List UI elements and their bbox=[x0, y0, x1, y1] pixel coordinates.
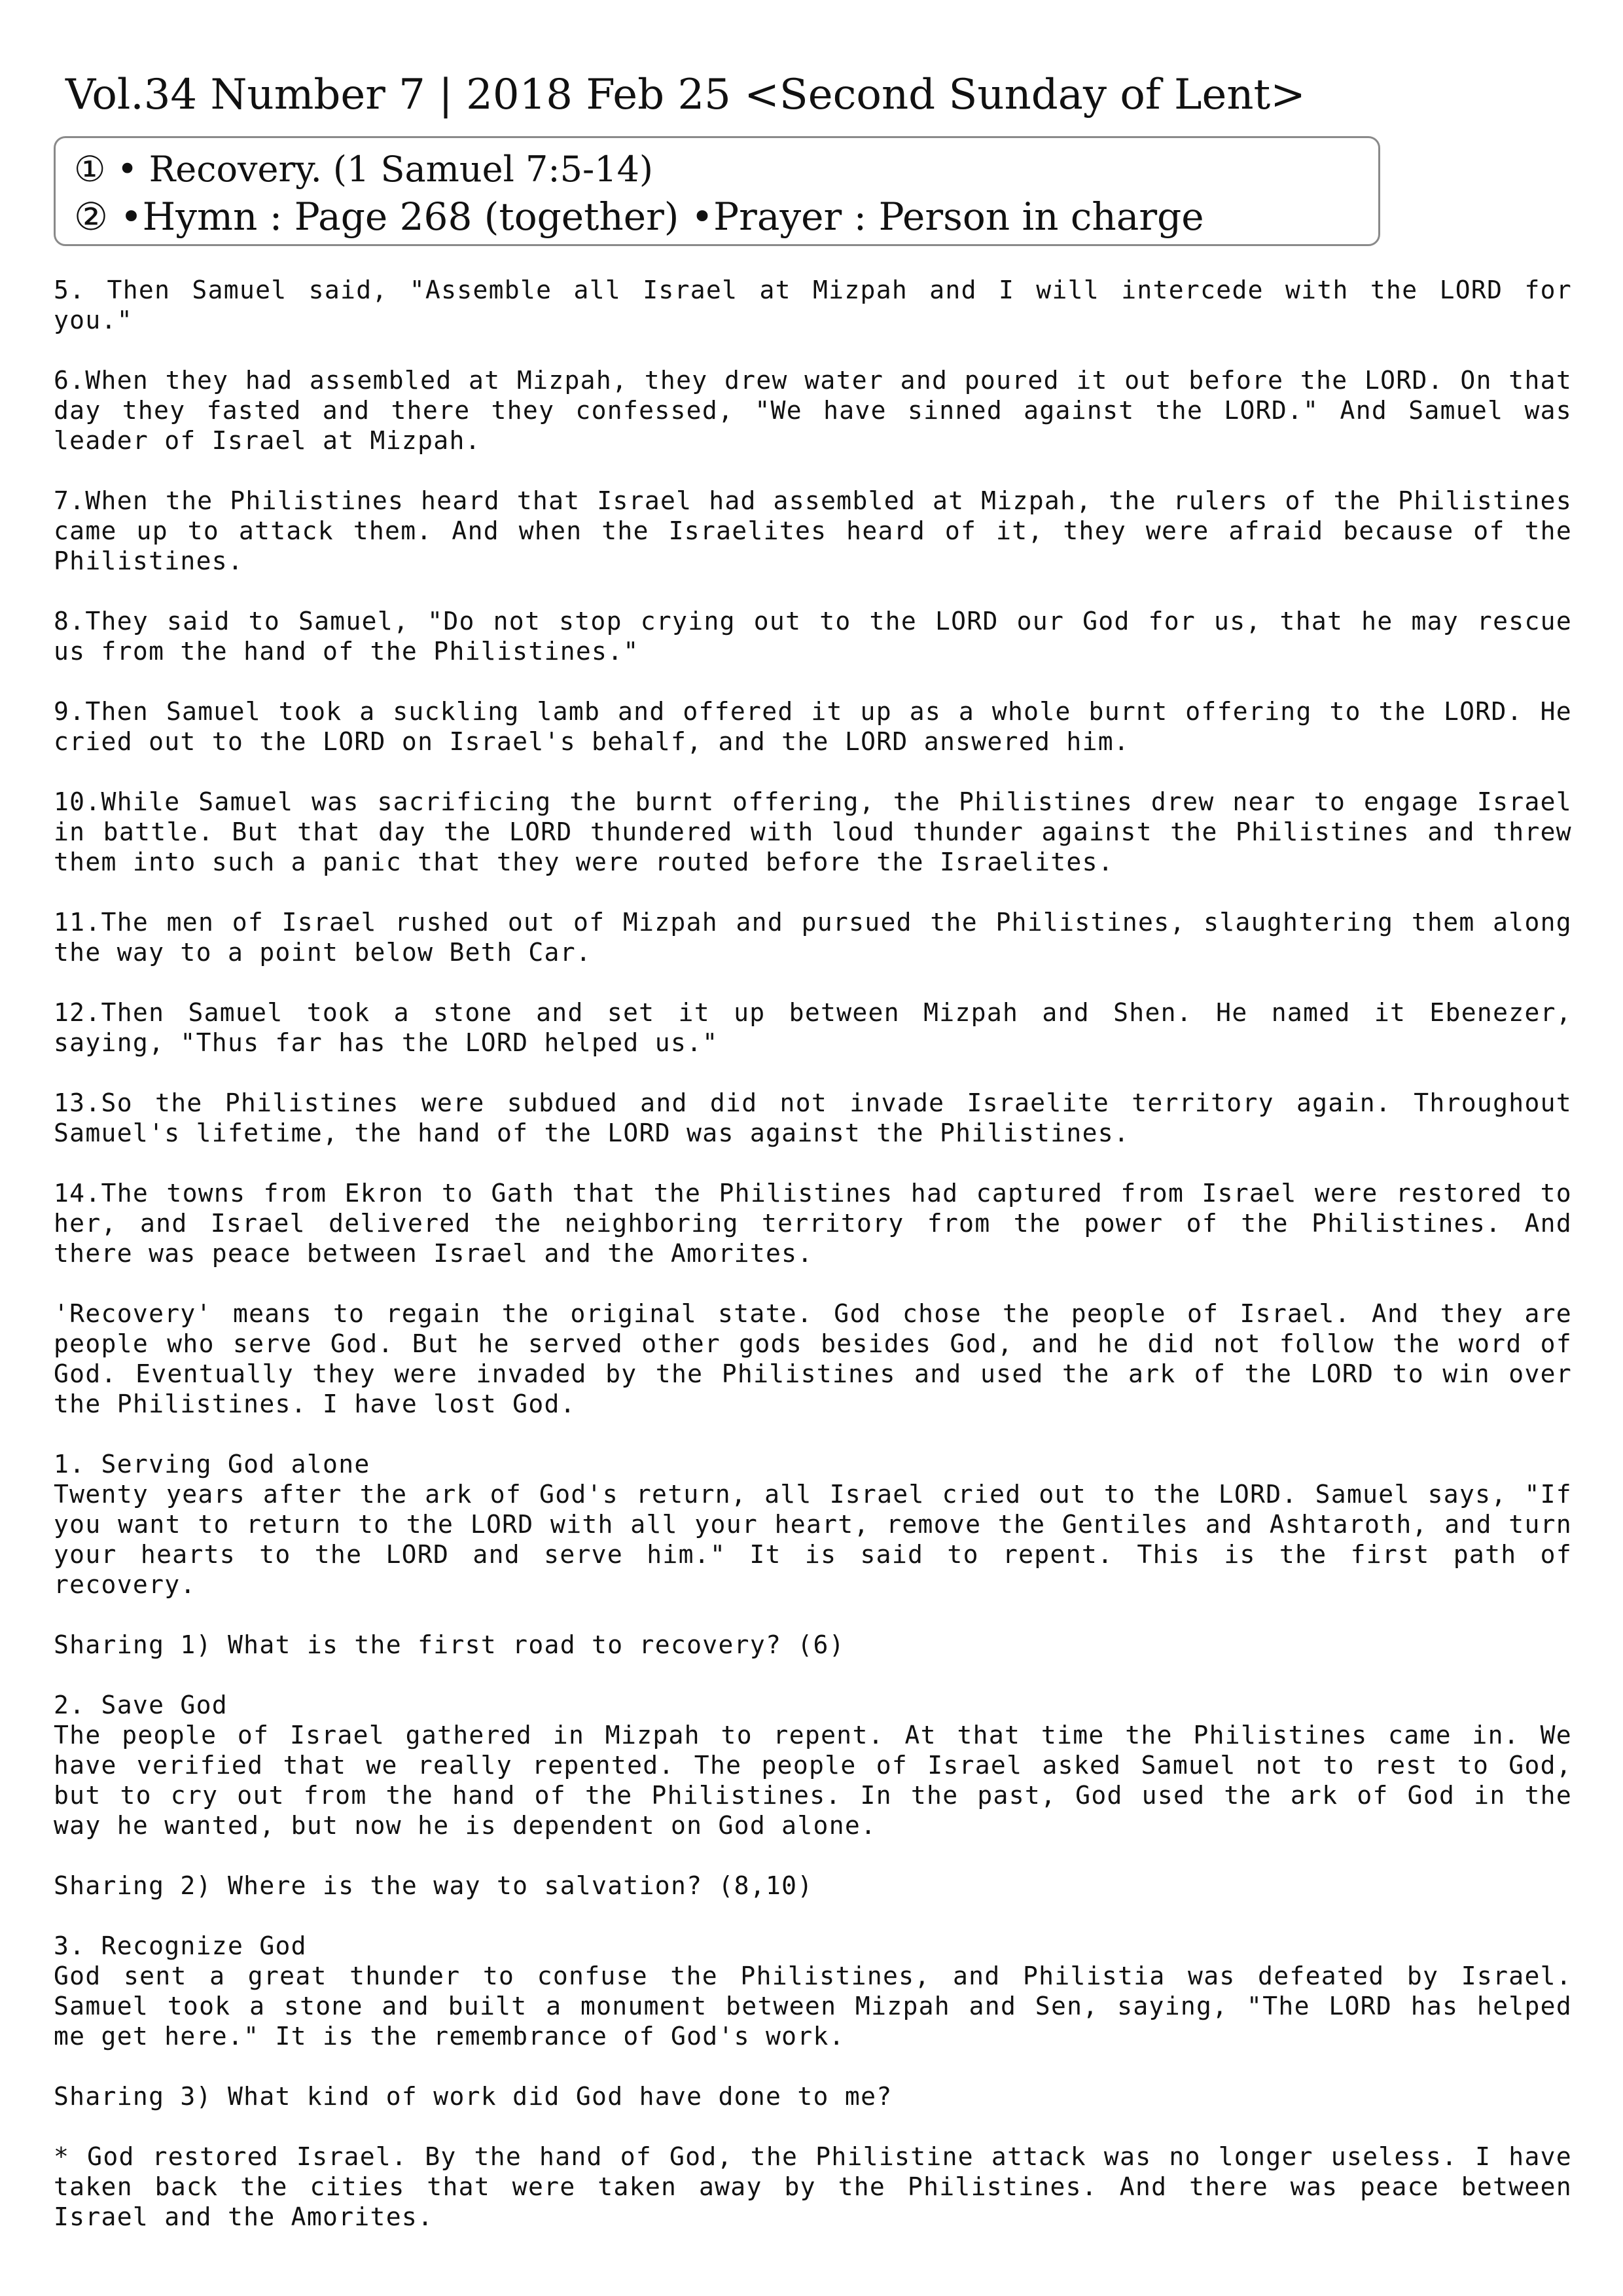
sermon-line: ① • Recovery. (1 Samuel 7:5-14) bbox=[74, 149, 653, 190]
closing-paragraph: * God restored Israel. By the hand of God, the Philistine attack was no longer useless. I have taken back the cities that were taken away by the Philistines. And there was peace between Israel and the Amorites. bbox=[54, 2142, 1572, 2231]
verse-13: 13.So the Philistines were subdued and did not invade Israelite territory again. Throughout Samuel's lifetime, the hand of the LORD was against the Philistines. bbox=[54, 1088, 1572, 1147]
hymn-prayer-line: ② •Hymn : Page 268 (together) •Prayer : Person in charge bbox=[74, 194, 1204, 239]
point-1 bbox=[54, 1449, 1572, 1600]
verse-6: 6.When they had assembled at Mizpah, they drew water and poured it out before the LORD. On that day they fasted and there they confessed, "We have sinned against the LORD." And Samuel was leader of Israel at Mizpah. bbox=[54, 366, 1572, 455]
point-2 bbox=[54, 1690, 1572, 1840]
verse-14: 14.The towns from Ekron to Gath that the Philistines had captured from Israel were restored to her, and Israel delivered the neighboring territory from the power of the Philistines. And there was peace between Israel and the Amorites. bbox=[54, 1179, 1572, 1268]
point-3-heading: 3. Recognize God bbox=[54, 1931, 307, 1960]
point-1-heading: 1. Serving God alone bbox=[54, 1450, 370, 1479]
point-3-body: God sent a great thunder to confuse the Philistines, and Philistia was defeated by Israel. Samuel took a stone and built a monument between Mizpah and Sen, saying, "The LORD has helped me get here." It is the remembrance of God's work. bbox=[54, 1962, 1572, 2051]
sharing-2: Sharing 2) Where is the way to salvation? (8,10) bbox=[54, 1871, 813, 1900]
service-info-box bbox=[54, 136, 1380, 246]
verse-11: 11.The men of Israel rushed out of Mizpah and pursued the Philistines, slaughtering them along the way to a point below Beth Car. bbox=[54, 908, 1572, 967]
verse-12: 12.Then Samuel took a stone and set it up between Mizpah and Shen. He named it Ebenezer, saying, "Thus far has the LORD helped us." bbox=[54, 998, 1572, 1057]
point-2-heading: 2. Save God bbox=[54, 1691, 228, 1719]
verse-5: 5. Then Samuel said, "Assemble all Israel at Mizpah and I will intercede with the LORD for you." bbox=[54, 276, 1572, 334]
sharing-1: Sharing 1) What is the first road to recovery? (6) bbox=[54, 1630, 845, 1659]
bulletin-title: Vol.34 Number 7 | 2018 Feb 25 <Second Sunday of Lent> bbox=[65, 71, 1306, 119]
point-1-body: Twenty years after the ark of God's return, all Israel cried out to the LORD. Samuel says, "If you want to return to the LORD with all your heart, remove the Gentiles and Ashtaroth, and turn your hearts to the LORD and serve him." It is said to repent. This is the first path of recovery. bbox=[54, 1480, 1572, 1599]
sermon-content bbox=[54, 275, 1572, 2262]
sharing-3: Sharing 3) What kind of work did God have done to me? bbox=[54, 2082, 893, 2111]
intro-paragraph: 'Recovery' means to regain the original state. God chose the people of Israel. And they are people who serve God. But he served other gods besides God, and he did not follow the word of God. Eventually they were invaded by the Philistines and used the ark of the LORD to win over the Philistines. I have lost God. bbox=[54, 1299, 1572, 1418]
verse-10: 10.While Samuel was sacrificing the burnt offering, the Philistines drew near to engage Israel in battle. But that day the LORD thundered with loud thunder against the Philistines and threw them into such a panic that they were routed before the Israelites. bbox=[54, 787, 1572, 876]
point-3 bbox=[54, 1931, 1572, 2051]
verse-8: 8.They said to Samuel, "Do not stop crying out to the LORD our God for us, that he may rescue us from the hand of the Philistines." bbox=[54, 607, 1572, 666]
verse-9: 9.Then Samuel took a suckling lamb and offered it up as a whole burnt offering to the LORD. He cried out to the LORD on Israel's behalf, and the LORD answered him. bbox=[54, 697, 1572, 756]
point-2-body: The people of Israel gathered in Mizpah to repent. At that time the Philistines came in. We have verified that we really repented. The people of Israel asked Samuel not to rest to God, but to cry out from the hand of the Philistines. In the past, God used the ark of God in the way he wanted, but now he is dependent on God alone. bbox=[54, 1721, 1572, 1840]
verse-7: 7.When the Philistines heard that Israel had assembled at Mizpah, the rulers of the Philistines came up to attack them. And when the Israelites heard of it, they were afraid because of the Philistines. bbox=[54, 486, 1572, 575]
